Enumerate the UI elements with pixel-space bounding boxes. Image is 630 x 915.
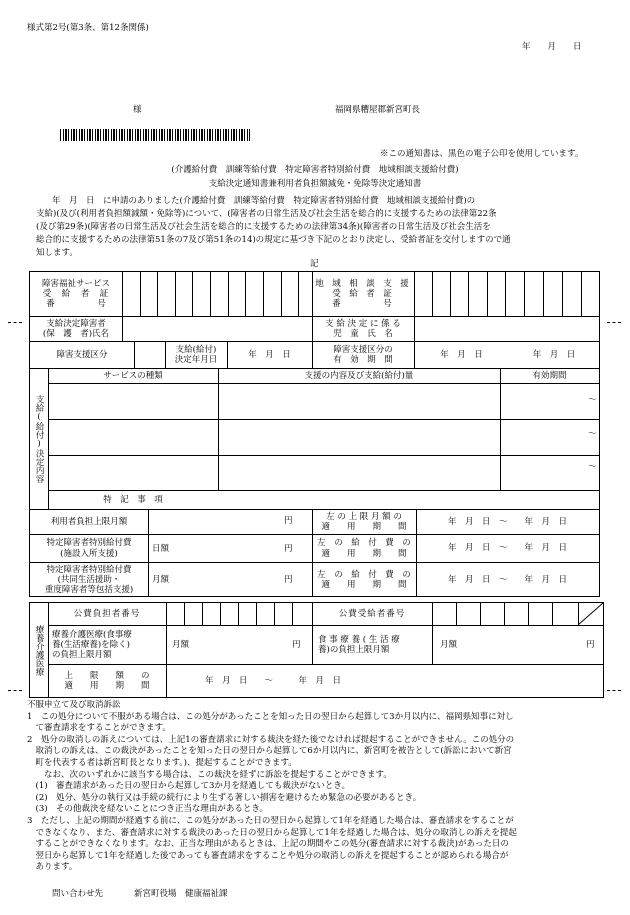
validity-tilde-2: ～ [588,429,597,439]
validity-tilde-1: ～ [588,395,597,405]
community-cert-label: 地 域 相 談 支 援 受 給 者 証 番 号 [315,278,409,310]
service-cert-label: 障害福祉サービス 受 給 者 証 番 号 [41,278,110,310]
notes-line: することができなくなります。なお、正当な理由があるときは、上記の期間やこの処分(審査請求に対する裁決)があった日の [27,839,509,850]
special-benefit-facility-period-value: 年 月 日 ～ 年 月 日 [447,543,567,554]
special-benefit-group-yen: 円 [284,575,293,585]
service-type-header: サービスの種類 [103,370,163,381]
disability-class-label: 障害支援区分 [56,349,108,360]
special-note-label: 特 記 事 項 [103,494,163,505]
issuer-name: 福岡県糟屋郡新宮町長 [335,105,421,115]
copay-limit-period-label: 左 の 上 限 月 額 の 適 用 期 間 [321,511,407,532]
special-benefit-facility-period-label: 左 の 給 付 費 の 適 用 期 間 [317,538,411,559]
class-period-label: 障害支援区分の 有 効 期 間 [333,344,393,365]
notes-line: 取消しの訴えは、この裁決があったことを知った日の翌日から起算して6か月以内に、新宮町を被告として(訴訟において新宮 [27,746,512,757]
fold-mark-right [607,322,621,323]
contact-label: 問い合わせ先 [52,889,104,899]
ki-mark: 記 [310,259,319,269]
diagonal-slash [578,603,603,625]
decision-date-label: 支給(給付) 決定年月日 [174,344,218,365]
meal-limit-monthly: 月額 [440,640,458,650]
notes-line: 翌日から起算して1年を経過した後であっても審査請求をすることや処分の取消しの訴えを提起することが認められる場合が [27,850,509,861]
fold-mark-left-2 [8,690,22,691]
issue-date: 年 月 日 [522,42,582,52]
class-period-from: 年 月 日 [440,349,483,360]
care-period-value: 年 月 日 ～ 年 月 日 [205,676,342,686]
copay-limit-yen: 円 [284,516,293,526]
care-limit-yen: 円 [292,640,301,650]
notes-line: 町を代表する者は新宮町長となります。)、提起することができます。 [27,757,297,768]
fold-mark-right-2 [607,690,621,691]
care-limit-label: 療養介護医療(食事療 養(生活療養)を除く) の負担上限月額 [52,629,132,661]
special-benefit-group-monthly: 月額 [152,575,170,585]
support-content-header: 支援の内容及び支給(給付)量 [304,370,414,381]
notes-line: なお、次のいずれかに該当する場合は、この裁決を経ずに訴訟を提起することができます。 [27,769,392,780]
notes-line: (1) 審査請求があった日の翌日から起算して3か月を経過しても裁決がないとき。 [27,781,351,792]
special-benefit-group-period-label: 左 の 給 付 費 の 適 用 期 間 [317,569,411,590]
notes-line: (2) 処分、処分の執行又は手続の続行により生ずる著しい損害を避けるため緊急の必要があるとき。 [27,792,422,803]
seal-notice: ※この通知書は、黒色の電子公印を使用しています。 [380,149,584,159]
special-benefit-facility-yen: 円 [284,544,293,554]
meal-limit-yen: 円 [586,640,595,650]
guardian-name-label: 支給決定障害者 (保 護 者)氏名 [42,318,110,339]
appeal-notes [27,700,612,874]
notes-line: (3) その他裁決を経ないことにつき正当な理由があるとき。 [27,804,269,815]
class-period-to: 年 月 日 [532,349,576,360]
intro-line-4: 総合的に支援するための法律第51条の7及び第51条の14)の規定に基づき下記のとおり決定し、受給者証を交付しますので通 [36,235,511,245]
care-limit-monthly: 月額 [172,640,190,650]
copay-limit-label: 利用者負担上限月額 [50,516,128,527]
copay-limit-period-value: 年 月 日 ～ 年 月 日 [447,516,567,527]
special-benefit-facility-label: 特定障害者特別給付費 (施設入所支援) [46,538,132,559]
intro-line-5: 知します。 [36,248,78,258]
notes-line: 3 ただし、上記の期間が経過する前に、この処分があった日の翌日から起算して1年を経過した場合は、審査請求をすることが [27,815,514,826]
validity-tilde-3: ～ [588,462,597,472]
validity-header: 有効期間 [532,370,567,381]
fold-mark-left [8,322,22,323]
braille-barcode [60,129,250,141]
special-benefit-facility-daily: 日額 [152,544,170,554]
notes-line: 1 この処分について不服がある場合は、この処分があったことを知った日の翌日から起算して3か月以内に、福岡県知事に対し [27,711,514,722]
intro-line-2: 支給)(及び(利用者負担額減額・免除等)について、(障害者の日常生活及び社会生活を総合的に支援するための法律第22条 [36,209,497,219]
title-line-2: 支給決定通知書兼利用者負担額減免・免除等決定通知書 [208,179,422,189]
notes-line: 2 処分の取消しの訴えについては、上記1の審査請求に対する裁決を経た後でなければ提起することができません。この処分の [27,734,515,745]
decision-content-side-label: 支給(給付)決定内容 [34,395,45,483]
decision-date-value: 年 月 日 [248,349,291,360]
payer-number-label: 公費負担者番号 [73,608,141,619]
recipient-number-label: 公費受給者番号 [338,608,406,619]
notes-line: あります。 [27,862,78,873]
recipient-suffix: 様 [133,105,142,115]
care-period-label: 上 限 額 の 適 用 期 間 [64,670,150,691]
child-name-label: 支 給 決 定 に 係 る 児 童 氏 名 [325,318,401,339]
intro-line-3: (及び第29条)(障害者の日常生活及び社会生活を総合的に支援するための法律第34条)(障害者の日常生活及び社会生活を [36,222,491,232]
notes-line: できなくなり、また、審査請求に対する裁決のあった日の翌日から起算して1年を経過した場合は、処分の取消しの訴えを提起 [27,827,517,838]
intro-line-1: 年 月 日 に申請のありました(介護給付費 訓練等給付費 特定障害者特別給付費 地域相談支援給付費)の [52,196,476,206]
form-number: 様式第2号(第3条、第12条関係) [27,23,149,33]
notes-line: て審査請求をすることができます。 [27,723,171,734]
title-line-1: (介護給付費 訓練等給付費 特定障害者特別給付費 地域相談支援給付費) [171,165,459,175]
meal-limit-label: 食 事 療 養 ( 生 活 療 養)の負担上限月額 [318,634,400,655]
special-benefit-group-period-value: 年 月 日 ～ 年 月 日 [447,574,567,585]
contact-value: 新宮町役場 健康福祉課 [134,889,228,899]
special-benefit-group-label: 特定障害者特別給付費 (共同生活援助・ 重度障害者等包括支援) [44,564,134,596]
care-side-label: 療養介護医療 [34,624,45,676]
notes-heading: 不服申立て及び取消訴訟 [27,700,121,710]
